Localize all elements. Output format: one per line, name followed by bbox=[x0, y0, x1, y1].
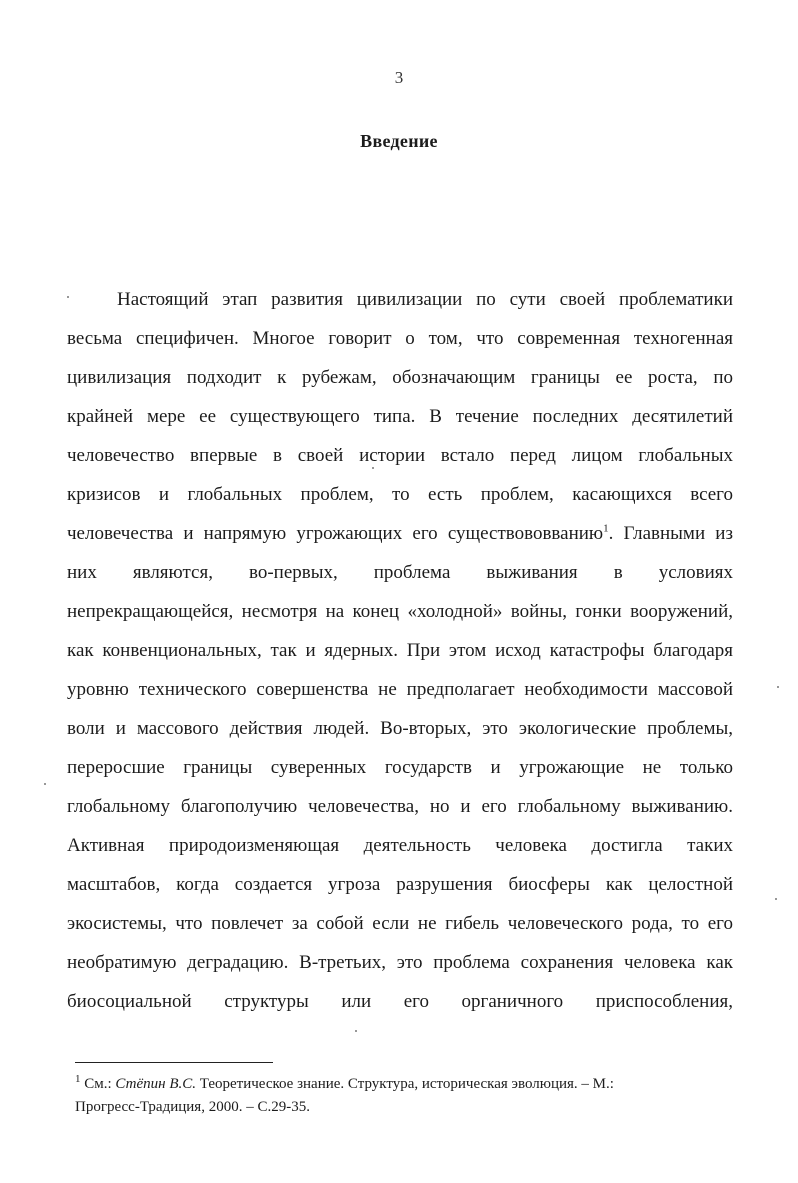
body-line: воли и массового действия людей. Во-вторых, это экологические проблемы, bbox=[67, 718, 733, 739]
body-line: уровню технического совершенства не предполагает необходимости массовой bbox=[67, 679, 733, 700]
body-line: кризисов и глобальных проблем, то есть проблем, касающихся всего bbox=[67, 484, 733, 505]
body-line: биосоциальной структуры или его органичного приспособления, bbox=[67, 991, 733, 1012]
footnote-line bbox=[75, 1074, 755, 1094]
scan-speck bbox=[775, 898, 777, 900]
page-number: 3 bbox=[394, 68, 404, 87]
body-line: как конвенциональных, так и ядерных. При этом исход катастрофы благодаря bbox=[67, 640, 733, 661]
scan-speck bbox=[372, 467, 374, 469]
scan-speck bbox=[67, 296, 69, 298]
body-line: них являются, во-первых, проблема выживания в условиях bbox=[67, 562, 733, 583]
body-line: необратимую деградацию. В-третьих, это проблема сохранения человека как bbox=[67, 952, 733, 973]
body-line: цивилизация подходит к рубежам, обозначающим границы ее роста, по bbox=[67, 367, 733, 388]
body-line bbox=[67, 522, 733, 546]
footnote-prefix: См.: bbox=[80, 1076, 116, 1092]
footnote-line: Прогресс-Традиция, 2000. – С.29-35. bbox=[75, 1099, 310, 1115]
body-line: Активная природоизменяющая деятельность человека достигла таких bbox=[67, 835, 733, 856]
section-title: Введение bbox=[360, 131, 438, 151]
body-line: переросшие границы суверенных государств и угрожающие не только bbox=[67, 757, 733, 778]
footnote-text: Теоретическое знание. Структура, историческая эволюция. – М.: bbox=[196, 1076, 614, 1092]
body-line-start: человечества и напрямую угрожающих его существововванию bbox=[67, 523, 604, 544]
body-line-end: . Главными из bbox=[608, 523, 733, 544]
body-line: непрекращающейся, несмотря на конец «холодной» войны, гонки вооружений, bbox=[67, 601, 733, 622]
footnote-author: Стёпин В.С. bbox=[115, 1076, 196, 1092]
scan-speck bbox=[355, 1030, 357, 1032]
footnote-marker: 1 bbox=[75, 1073, 81, 1085]
body-line: масштабов, когда создается угроза разрушения биосферы как целостной bbox=[67, 874, 733, 895]
body-line: весьма специфичен. Многое говорит о том, что современная техногенная bbox=[67, 328, 733, 349]
body-line: глобальному благополучию человечества, но и его глобальному выживанию. bbox=[67, 796, 733, 817]
body-line: экосистемы, что повлечет за собой если не гибель человеческого рода, то его bbox=[67, 913, 733, 934]
body-line: крайней мере ее существующего типа. В течение последних десятилетий bbox=[67, 406, 733, 427]
scan-speck bbox=[44, 783, 46, 785]
footnote-divider bbox=[75, 1062, 273, 1063]
scan-speck bbox=[777, 686, 779, 688]
footnote-reference: 1 bbox=[603, 522, 609, 535]
body-line: человечество впервые в своей истории встало перед лицом глобальных bbox=[67, 445, 733, 466]
body-line: Настоящий этап развития цивилизации по сути своей проблематики bbox=[117, 289, 733, 310]
